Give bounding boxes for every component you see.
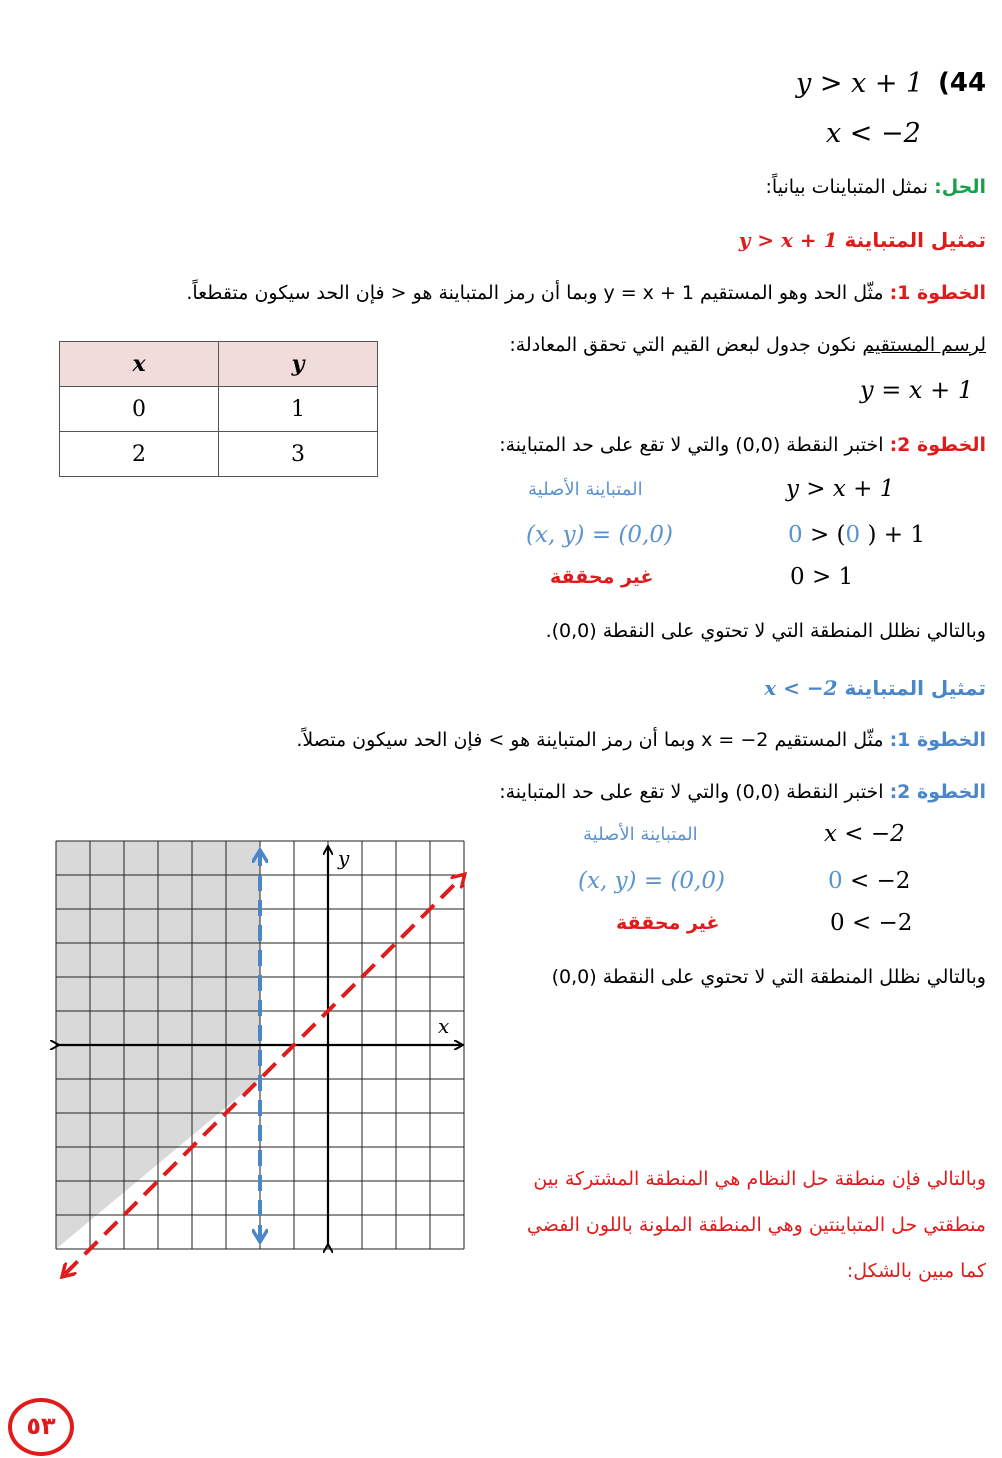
table-cell: 3: [219, 432, 378, 477]
problem-inequality-1: y > x + 1: [796, 68, 924, 99]
part1-heading: تمثيل المتباينة y > x + 1: [738, 228, 986, 252]
table-header-x: x: [60, 342, 219, 387]
table-cell: 2: [60, 432, 219, 477]
part2-verdict: غير محققة: [616, 912, 720, 934]
final-note: [486, 1156, 986, 1294]
part2-point-label: (x, y) = (0,0): [578, 868, 725, 894]
part2-orig-label: المتباينة الأصلية: [583, 824, 698, 845]
part1-orig-expr: y > x + 1: [786, 476, 895, 502]
part1-point-label: (x, y) = (0,0): [526, 522, 673, 548]
part2-conclusion: وبالتالي نظلل المنطقة التي لا تحتوي على النقطة (0,0): [551, 966, 986, 988]
table-cell: 0: [60, 387, 219, 432]
part1-conclusion: وبالتالي نظلل المنطقة التي لا تحتوي على النقطة (0,0).: [545, 620, 986, 642]
part2-result-expr: 0 < −2: [830, 910, 913, 936]
problem-number: (44: [938, 68, 987, 98]
page-number: ٥٣: [8, 1398, 74, 1456]
part2-orig-expr: x < −2: [824, 821, 905, 847]
part1-step1: الخطوة 1: مثّل الحد وهو المستقيم y = x + 1 وبما أن رمز المتباينة هو < فإن الحد سيكون متقطعاً.: [186, 282, 986, 304]
inequality-graph: [50, 835, 470, 1283]
solution-intro: الحل: نمثل المتباينات بيانياً:: [765, 176, 986, 198]
table-header-y: y: [219, 342, 378, 387]
table-row: [60, 387, 378, 432]
x-axis-label: x: [438, 1014, 450, 1038]
y-axis-label: y: [338, 846, 350, 870]
final-note-line: كما مبين بالشكل:: [846, 1260, 986, 1282]
part1-orig-label: المتباينة الأصلية: [528, 479, 643, 500]
table-row: [60, 432, 378, 477]
part1-verdict: غير محققة: [550, 566, 654, 588]
part1-result-expr: 0 > 1: [790, 564, 854, 590]
table-intro: لرسم المستقيم نكون جدول لبعض القيم التي تحقق المعادلة:: [509, 334, 986, 356]
part2-substitution: 0 < −2: [828, 868, 911, 894]
equation-line1: y = x + 1: [860, 376, 974, 404]
problem-inequality-2: x < −2: [826, 118, 921, 149]
values-table: [59, 341, 378, 477]
part2-step2: الخطوة 2: اختبر النقطة (0,0) والتي لا تقع على حد المتباينة:: [499, 781, 986, 803]
final-note-line: وبالتالي فإن منطقة حل النظام هي المنطقة المشتركة بين: [533, 1168, 986, 1190]
final-note-line: منطقتي حل المتباينتين وهي المنطقة الملونة باللون الفضي: [526, 1214, 986, 1236]
part1-substitution: 0 > (0 ) + 1: [788, 522, 925, 548]
table-cell: 1: [219, 387, 378, 432]
part2-step1: الخطوة 1: مثّل المستقيم x = −2 وبما أن رمز المتباينة هو > فإن الحد سيكون متصلاً.: [296, 729, 986, 751]
part1-step2: الخطوة 2: اختبر النقطة (0,0) والتي لا تقع على حد المتباينة:: [499, 434, 986, 456]
part2-heading: تمثيل المتباينة x < −2: [764, 676, 986, 700]
